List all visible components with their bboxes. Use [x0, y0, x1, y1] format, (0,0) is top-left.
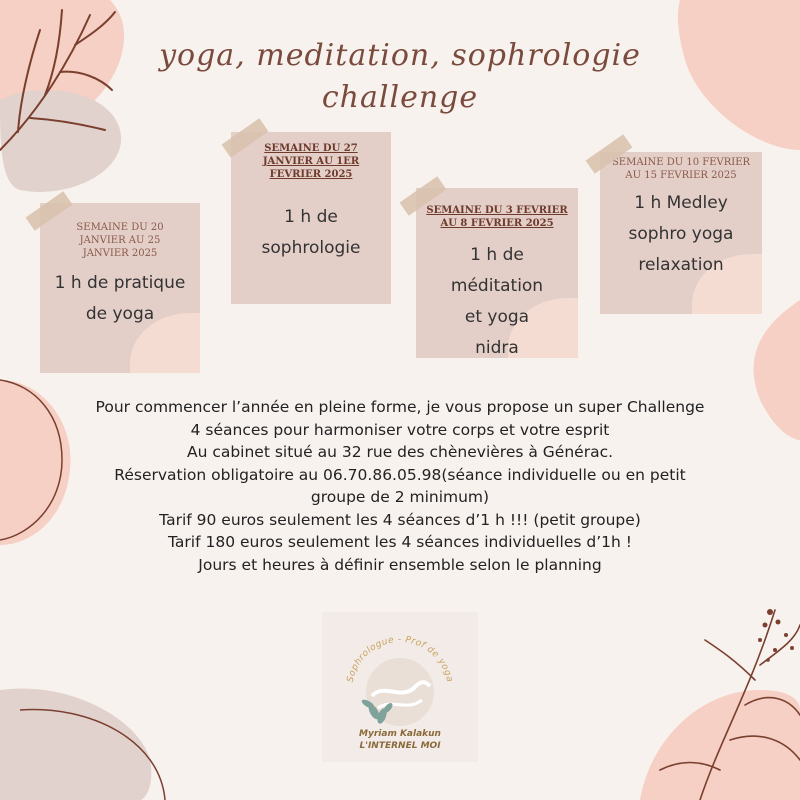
- description-line: Jours et heures à définir ensemble selon le planning: [198, 555, 602, 574]
- week-dates: SEMAINE DU 3 FEVRIER AU 8 FEVRIER 2025: [426, 205, 568, 229]
- activity: 1 h de pratique de yoga: [54, 273, 186, 324]
- logo-brand: L'INTERNEL MOI: [359, 741, 441, 751]
- description-line: Réservation obligatoire au 06.70.86.05.98(séance individuelle ou en petit groupe de 2 minimum): [114, 465, 686, 506]
- title-line-1: yoga, meditation, sophrologie: [159, 38, 641, 73]
- description-line: Pour commencer l’année en pleine forme, je vous propose un super Challenge: [95, 398, 705, 416]
- logo-arc-text: Sophrologue - Prof de yoga: [345, 634, 455, 684]
- description-line: Tarif 90 euros seulement les 4 séances d’1 h !!! (petit groupe): [159, 510, 641, 529]
- week-dates: SEMAINE DU 27 JANVIER AU 1ER FEVRIER 2025: [262, 143, 360, 180]
- description-line: Au cabinet situé au 32 rue des chènevières à Générac.: [186, 443, 614, 461]
- week-dates: SEMAINE DU 10 FEVRIER AU 15 FEVRIER 2025: [611, 157, 751, 181]
- activity: 1 h de sophrologie: [261, 207, 361, 258]
- description: [60, 396, 740, 576]
- activity: 1 h de méditation et yoga nidra: [450, 245, 544, 358]
- week-note-1: [40, 203, 200, 373]
- description-line: 4 séances pour harmoniser votre corps et votre esprit: [190, 420, 610, 439]
- logo: [322, 612, 478, 762]
- description-line: Tarif 180 euros seulement les 4 séances individuelles d’1h !: [168, 533, 632, 551]
- logo-name: [322, 728, 478, 752]
- week-note-2: [231, 132, 391, 304]
- activity: 1 h Medley sophro yoga relaxation: [628, 193, 734, 275]
- logo-person-name: Myriam Kalakun: [359, 729, 441, 739]
- week-dates: SEMAINE DU 20 JANVIER AU 25 JANVIER 2025: [76, 222, 164, 259]
- week-note-3: [416, 188, 578, 358]
- week-note-4: [600, 152, 762, 314]
- title-line-2: challenge: [321, 80, 479, 115]
